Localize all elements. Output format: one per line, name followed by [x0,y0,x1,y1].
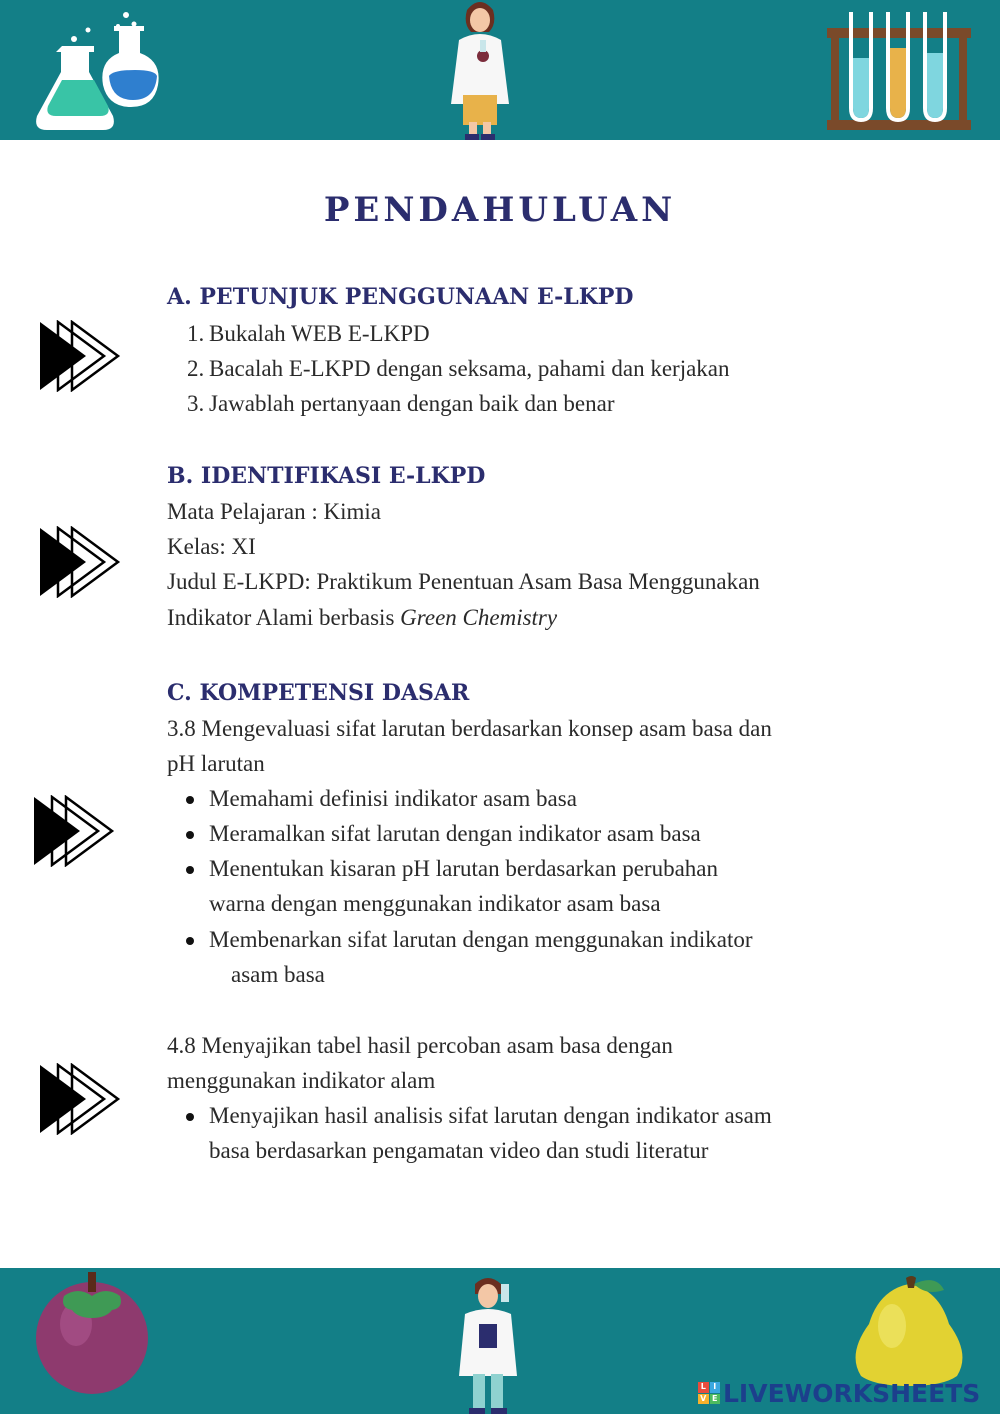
subject-line: Mata Pelajaran : Kimia [167,499,381,524]
page-title: PENDAHULUAN [323,190,677,230]
elkpd-title-line: Judul E-LKPD: Praktikum Penentuan Asam Basa Menggunakan [167,569,760,594]
scientist-man-icon [453,1274,523,1414]
list-item: Menentukan kisaran pH larutan berdasarkan perubahan [209,856,718,881]
scientist-woman-icon [445,0,515,140]
kd-4-8-line-2: menggunakan indikator alam [167,1068,436,1093]
list-item: Memahami definisi indikator asam basa [209,786,577,811]
fast-forward-arrow-icon [32,795,116,867]
kd-3-8-line: 3.8 Mengevaluasi sifat larutan berdasarkan konsep asam basa dan [167,716,772,741]
liveworksheets-watermark [698,1378,980,1408]
list-number: 2. [187,356,205,381]
list-item: Jawablah pertanyaan dengan baik dan benar [209,391,615,416]
list-item: Bacalah E-LKPD dengan seksama, pahami dan kerjakan [209,356,730,381]
section-c-heading: C. KOMPETENSI DASAR [167,680,470,706]
section-a-heading: A. PETUNJUK PENGGUNAAN E-LKPD [167,284,634,310]
liveworksheets-logo: L I V E [698,1382,720,1404]
bullet-dot [186,796,194,804]
elkpd-title-line-2 [167,604,557,632]
list-number: 3. [187,391,205,416]
fast-forward-arrow-icon [38,320,122,392]
bullet-dot [186,866,194,874]
list-item: Bukalah WEB E-LKPD [209,321,430,346]
class-line: Kelas: XI [167,534,256,559]
test-tube-rack-icon [825,8,973,136]
fast-forward-arrow-icon [38,526,122,598]
fast-forward-arrow-icon [38,1063,122,1135]
list-item: Menyajikan hasil analisis sifat larutan dengan indikator asam [209,1103,772,1128]
bullet-dot [186,937,194,945]
section-b-heading: B. IDENTIFIKASI E-LKPD [167,463,486,489]
bullet-dot [186,1113,194,1121]
kd-4-8-line: 4.8 Menyajikan tabel hasil percoban asam basa dengan [167,1033,673,1058]
elkpd-title-text: Indikator Alami berbasis [167,605,401,630]
watermark-text: LIVEWORKSHEETS [723,1378,981,1408]
list-item: Meramalkan sifat larutan dengan indikator asam basa [209,821,701,846]
flask-icon [34,6,159,134]
list-item: Membenarkan sifat larutan dengan menggunakan indikator [209,927,753,952]
mangosteen-icon [30,1268,154,1396]
list-item-continued: asam basa [231,962,325,987]
list-number: 1. [187,321,205,346]
pomelo-icon [846,1276,972,1386]
list-item-continued: basa berdasarkan pengamatan video dan studi literatur [209,1138,709,1163]
list-item-continued: warna dengan menggunakan indikator asam basa [209,891,661,916]
kd-3-8-line-2: pH larutan [167,751,265,776]
green-chemistry-text: Green Chemistry [400,605,558,630]
bullet-dot [186,831,194,839]
